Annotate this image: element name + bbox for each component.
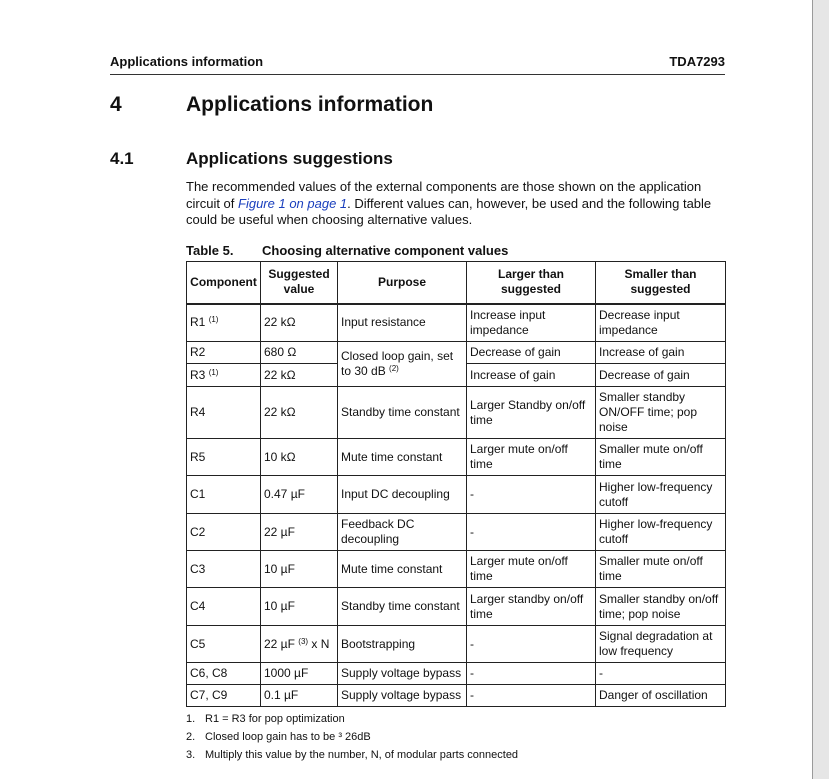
footnote-number: 2.	[186, 731, 196, 743]
footnote-ref: (1)	[208, 367, 219, 377]
smaller-cell: Higher low-frequency cutoff	[596, 514, 726, 551]
footnote-ref: (1)	[208, 315, 219, 325]
header-smaller: Smaller than suggested	[596, 262, 726, 304]
table-row	[187, 588, 726, 626]
smaller-cell: Decrease input impedance	[596, 304, 726, 342]
section-number: 4	[110, 93, 122, 116]
figure-link[interactable]: Figure 1 on page 1	[238, 195, 348, 211]
value-cell: 1000 µF	[261, 663, 338, 685]
component-table	[186, 261, 726, 707]
footnote-text: Multiply this value by the number, N, of modular parts connected	[205, 749, 519, 761]
purpose-cell: Feedback DC decoupling	[338, 514, 467, 551]
smaller-cell: Smaller mute on/off time	[596, 551, 726, 588]
footnote-text: R1 = R3 for pop optimization	[205, 713, 345, 725]
table-caption-text: Choosing alternative component values	[262, 243, 509, 258]
purpose-cell	[338, 342, 467, 387]
header-suggested-value: Suggested value	[261, 262, 338, 304]
component-name: R3	[190, 367, 206, 382]
footnote-1	[186, 713, 345, 725]
paragraph-text-continued: . Different values can, however, be used and the following table could be useful when choosing alternative values.	[186, 195, 712, 227]
larger-cell: Increase input impedance	[467, 304, 596, 342]
value-cell: 22 µF	[261, 514, 338, 551]
component-cell	[187, 364, 261, 387]
smaller-cell: -	[596, 663, 726, 685]
purpose-cell: Bootstrapping	[338, 626, 467, 663]
larger-cell: -	[467, 514, 596, 551]
larger-cell: Larger mute on/off time	[467, 439, 596, 476]
smaller-cell: Higher low-frequency cutoff	[596, 476, 726, 514]
table-row	[187, 342, 726, 364]
component-cell: C7, C9	[187, 685, 261, 707]
value-cell: 0.1 µF	[261, 685, 338, 707]
intro-paragraph	[186, 179, 731, 229]
subsection-number: 4.1	[110, 149, 134, 168]
table-header-row	[187, 262, 726, 304]
component-cell: C4	[187, 588, 261, 626]
larger-cell: Larger standby on/off time	[467, 588, 596, 626]
header-purpose: Purpose	[338, 262, 467, 304]
purpose-cell: Standby time constant	[338, 387, 467, 439]
header-component: Component	[187, 262, 261, 304]
purpose-cell: Mute time constant	[338, 551, 467, 588]
header-larger: Larger than suggested	[467, 262, 596, 304]
table-row	[187, 387, 726, 439]
component-cell: R5	[187, 439, 261, 476]
table-row	[187, 685, 726, 707]
smaller-cell: Danger of oscillation	[596, 685, 726, 707]
table-row	[187, 514, 726, 551]
running-header-right: TDA7293	[669, 54, 725, 69]
component-cell: R2	[187, 342, 261, 364]
table-label: Table 5.	[186, 243, 234, 258]
larger-cell: -	[467, 626, 596, 663]
footnote-text: Closed loop gain has to be ³ 26dB	[205, 731, 371, 743]
larger-cell: -	[467, 663, 596, 685]
footnote-number: 3.	[186, 749, 196, 761]
footnote-2	[186, 731, 371, 743]
component-cell: C1	[187, 476, 261, 514]
table-row	[187, 551, 726, 588]
footnote-3	[186, 749, 518, 761]
smaller-cell: Signal degradation at low frequency	[596, 626, 726, 663]
component-cell: C5	[187, 626, 261, 663]
component-cell: C3	[187, 551, 261, 588]
component-cell	[187, 304, 261, 342]
table-row	[187, 439, 726, 476]
value-cell: 10 µF	[261, 551, 338, 588]
footnote-ref: (3)	[298, 636, 309, 646]
value-cell: 10 kΩ	[261, 439, 338, 476]
value-cell	[261, 626, 338, 663]
purpose-cell: Supply voltage bypass	[338, 663, 467, 685]
value-text: 22 µF	[264, 636, 295, 651]
value-cell: 22 kΩ	[261, 304, 338, 342]
smaller-cell: Smaller standby ON/OFF time; pop noise	[596, 387, 726, 439]
value-cell: 0.47 µF	[261, 476, 338, 514]
table-row	[187, 663, 726, 685]
smaller-cell: Decrease of gain	[596, 364, 726, 387]
table-row	[187, 476, 726, 514]
larger-cell: Decrease of gain	[467, 342, 596, 364]
smaller-cell: Smaller standby on/off time; pop noise	[596, 588, 726, 626]
purpose-cell: Supply voltage bypass	[338, 685, 467, 707]
footnote-ref: (2)	[389, 364, 399, 373]
value-suffix: x N	[308, 636, 330, 651]
larger-cell: -	[467, 476, 596, 514]
value-cell: 10 µF	[261, 588, 338, 626]
purpose-cell: Standby time constant	[338, 588, 467, 626]
paragraph-text: The recommended values of the external components are those shown on the application circuit of	[186, 179, 702, 211]
purpose-cell: Mute time constant	[338, 439, 467, 476]
viewer-background	[813, 0, 829, 779]
value-cell: 680 Ω	[261, 342, 338, 364]
header-rule	[110, 74, 725, 75]
footnote-number: 1.	[186, 713, 196, 725]
purpose-cell: Input resistance	[338, 304, 467, 342]
component-cell: R4	[187, 387, 261, 439]
table-row	[187, 626, 726, 663]
component-cell: C6, C8	[187, 663, 261, 685]
smaller-cell: Smaller mute on/off time	[596, 439, 726, 476]
purpose-text: Closed loop gain, set to 30 dB	[341, 349, 454, 378]
table-row	[187, 304, 726, 342]
running-header-left: Applications information	[110, 54, 264, 69]
component-name: R1	[190, 315, 206, 330]
larger-cell: Larger mute on/off time	[467, 551, 596, 588]
purpose-cell: Input DC decoupling	[338, 476, 467, 514]
value-cell: 22 kΩ	[261, 364, 338, 387]
larger-cell: Larger Standby on/off time	[467, 387, 596, 439]
component-cell: C2	[187, 514, 261, 551]
smaller-cell: Increase of gain	[596, 342, 726, 364]
table-caption	[186, 243, 508, 258]
value-cell: 22 kΩ	[261, 387, 338, 439]
larger-cell: Increase of gain	[467, 364, 596, 387]
section-title: Applications information	[186, 93, 434, 116]
subsection-title: Applications suggestions	[186, 149, 393, 168]
larger-cell: -	[467, 685, 596, 707]
